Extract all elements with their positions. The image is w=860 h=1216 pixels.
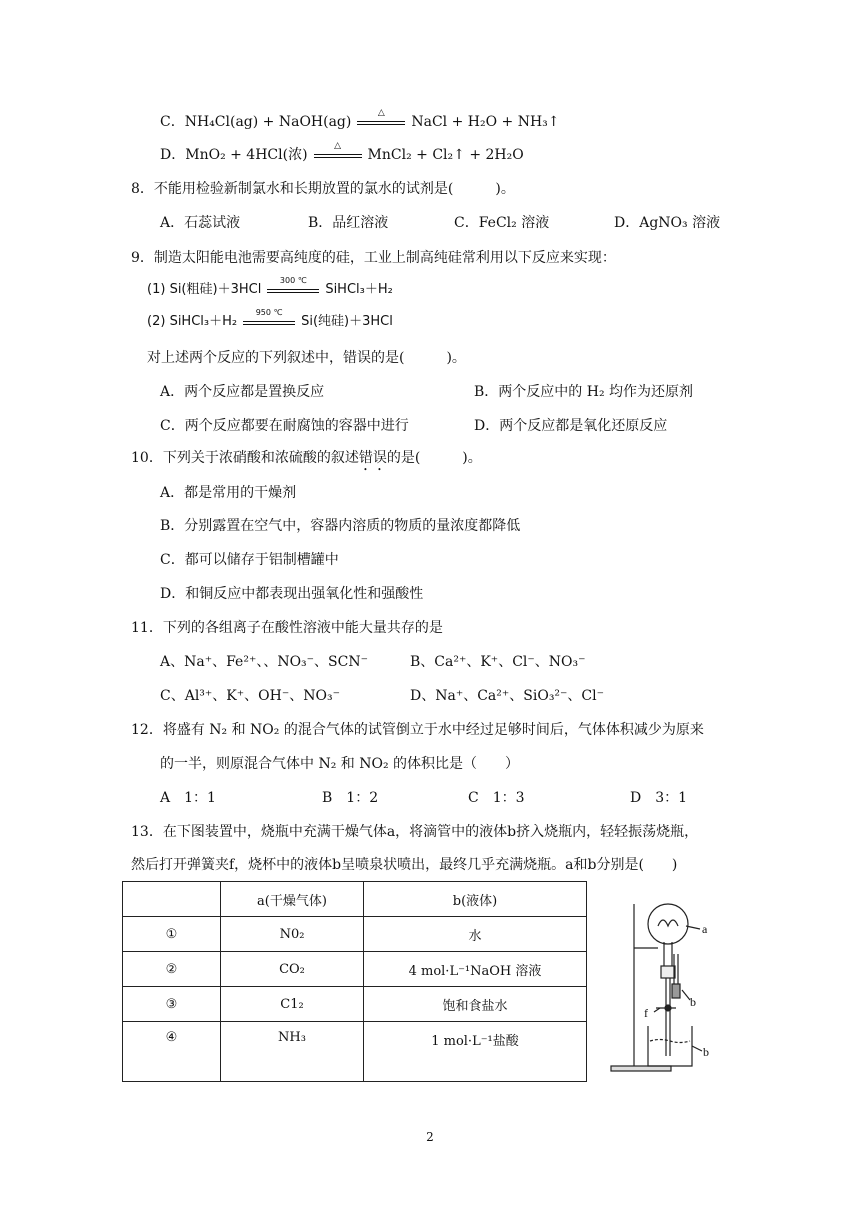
reaction-condition: △ [377, 108, 385, 118]
q11-option-d: D、Na⁺、Ca²⁺、SiO₃²⁻、Cl⁻ [410, 688, 605, 704]
q8-stem: 8．不能用检验新制氯水和长期放置的氯水的试剂是( )。 [131, 181, 515, 197]
figure-label-b-tube: b [690, 995, 696, 1009]
option-label: D． [160, 147, 186, 163]
q8-option-a: A．石蕊试液 [160, 215, 241, 231]
q10-option-a: A．都是常用的干燥剂 [160, 485, 297, 501]
emphasis-mark: 错误 [358, 450, 387, 466]
q7-option-c [160, 108, 560, 131]
equation-lhs: MnO₂ + 4HCl(浓) [185, 147, 308, 163]
q13-stem-line1: 13．在下图装置中，烧瓶中充满干燥气体a，将滴管中的液体b挤入烧瓶内，轻轻振荡烧瓶， [131, 824, 699, 840]
table-header-cell: a(干燥气体) [221, 882, 364, 917]
stand-base [611, 1066, 671, 1071]
reaction-arrow [267, 275, 319, 297]
reaction-condition: △ [334, 141, 341, 151]
option-label: C． [160, 114, 185, 130]
round-flask [648, 904, 688, 944]
equation-rhs: MnCl₂ + Cl₂↑ + 2H₂O [367, 147, 524, 163]
equation-rhs: NaCl + H₂O + NH₃↑ [411, 114, 560, 130]
q13-table [122, 881, 587, 1082]
reaction-condition: 300 ℃ [279, 275, 307, 285]
reaction-arrow [314, 141, 362, 162]
table-cell: NH₃ [221, 1022, 364, 1082]
figure-label-b-beaker: b [703, 1045, 709, 1059]
table-header-cell: b(液体) [364, 882, 587, 917]
table-cell: CO₂ [221, 952, 364, 987]
figure-label-a: a [702, 922, 708, 936]
table-cell: ③ [123, 987, 221, 1022]
page-number: 2 [426, 1130, 434, 1144]
q12-option-a: A 1：1 [160, 790, 216, 806]
q11-option-a: A、Na⁺、Fe²⁺、、NO₃⁻、SCN⁻ [160, 654, 369, 670]
fountain-apparatus-figure [606, 896, 726, 1076]
dropper-bulb [672, 984, 680, 998]
q11-stem: 11．下列的各组离子在酸性溶液中能大量共存的是 [131, 620, 443, 636]
q9-option-c: C．两个反应都要在耐腐蚀的容器中进行 [160, 418, 409, 434]
q12-stem-line1: 12．将盛有 N₂ 和 NO₂ 的混合气体的试管倒立于水中经过足够时间后，气体体积减少为原来 [131, 722, 704, 738]
table-row [123, 987, 587, 1022]
q11-option-c: C、Al³⁺、K⁺、OH⁻、NO₃⁻ [160, 688, 340, 704]
q12-option-d: D 3：1 [630, 790, 688, 806]
q8-option-b: B．品红溶液 [308, 215, 389, 231]
q12-option-c: C 1：3 [468, 790, 525, 806]
q9-option-a: A．两个反应都是置换反应 [160, 384, 325, 400]
reaction-arrow [243, 307, 295, 329]
q7-option-d [160, 141, 524, 164]
table-cell: 4 mol·L⁻¹NaOH 溶液 [364, 952, 587, 987]
fountain-spray [658, 920, 678, 926]
q9-reaction-2: (2) SiHCl₃＋H₂ 950 ℃ Si(纯硅)＋3HCl [147, 313, 393, 331]
table-cell: ④ [123, 1022, 221, 1082]
q9-option-b: B．两个反应中的 H₂ 均作为还原剂 [474, 384, 694, 400]
table-header-row [123, 882, 587, 917]
q9-reaction-1: (1) Si(粗硅)＋3HCl 300 ℃ SiHCl₃＋H₂ [147, 281, 393, 299]
table-cell: N0₂ [221, 917, 364, 952]
figure-label-f: f [644, 1006, 648, 1020]
q13-stem-line2: 然后打开弹簧夹f，烧杯中的液体b呈喷泉状喷出，最终几乎充满烧瓶。a和b分别是( ) [131, 857, 678, 873]
table-cell: C1₂ [221, 987, 364, 1022]
table-cell: ① [123, 917, 221, 952]
table-row [123, 917, 587, 952]
table-row [123, 1022, 587, 1082]
q10-stem: 10．下列关于浓硝酸和浓硫酸的叙述错误的是( )。 [131, 450, 482, 466]
table-cell: 饱和食盐水 [364, 987, 587, 1022]
q8-option-d: D．AgNO₃ 溶液 [614, 215, 721, 231]
q8-option-c: C．FeCl₂ 溶液 [454, 215, 550, 231]
q10-option-d: D．和铜反应中都表现出强氧化性和强酸性 [160, 586, 424, 602]
table-cell: ② [123, 952, 221, 987]
reaction-condition: 950 ℃ [255, 307, 283, 317]
reaction-arrow [357, 108, 405, 129]
q11-option-b: B、Ca²⁺、K⁺、Cl⁻、NO₃⁻ [410, 654, 586, 670]
table-cell: 水 [364, 917, 587, 952]
equation-lhs: NH₄Cl(ag) + NaOH(ag) [184, 114, 352, 130]
q9-option-d: D．两个反应都是氧化还原反应 [474, 418, 668, 434]
q9-ask: 对上述两个反应的下列叙述中，错误的是( )。 [147, 350, 466, 366]
table-cell: 1 mol·L⁻¹盐酸 [364, 1022, 587, 1082]
q10-option-b: B．分别露置在空气中，容器内溶质的物质的量浓度都降低 [160, 518, 521, 534]
q12-option-b: B 1：2 [322, 790, 379, 806]
q12-stem-line2: 的一半，则原混合气体中 N₂ 和 NO₂ 的体积比是（ ） [160, 756, 520, 772]
stopper [661, 966, 675, 978]
table-header-cell [123, 882, 221, 917]
q10-option-c: C．都可以储存于铝制槽罐中 [160, 552, 339, 568]
table-row [123, 952, 587, 987]
q9-stem: 9．制造太阳能电池需要高纯度的硅，工业上制高纯硅常利用以下反应来实现： [131, 250, 616, 266]
